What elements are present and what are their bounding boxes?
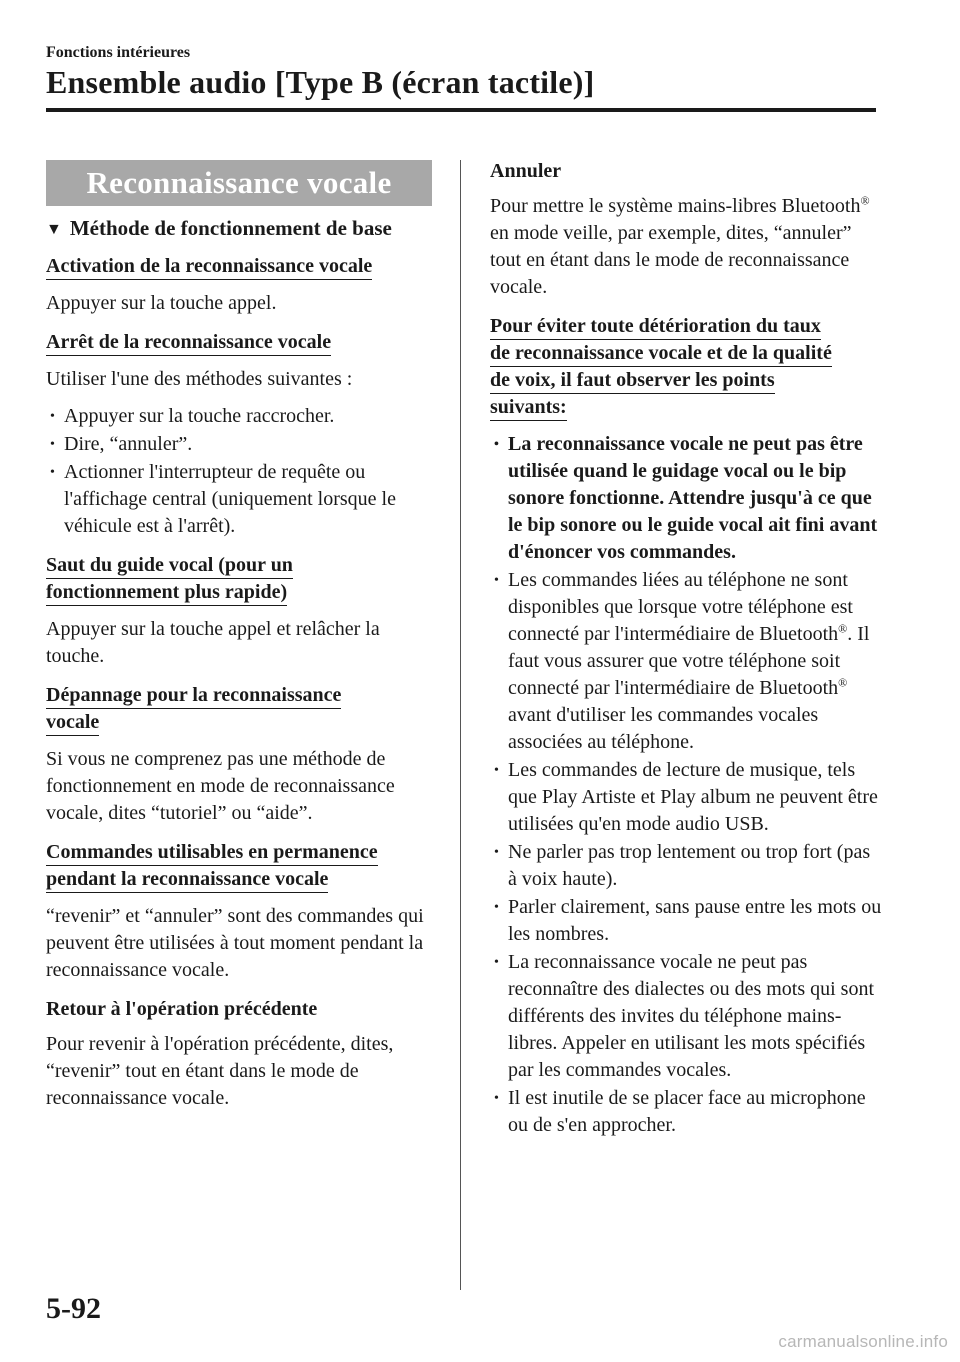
registered-mark: ® [838,621,848,636]
header-rule [46,108,876,112]
list-item [490,894,882,948]
sub-heading [46,216,432,241]
skip-heading-line: fonctionnement plus rapide) [46,579,287,606]
skip-text: Appuyer sur la touche appel et relâcher la touche. [46,618,380,667]
bullet-icon: • [494,900,499,915]
section-banner: Reconnaissance vocale [46,160,432,206]
cancel-text [490,193,882,301]
sub-heading-text: Méthode de fonctionnement de base [69,216,392,240]
bullet-icon: • [494,1091,499,1106]
list-item-text: Dire, “annuler”. [64,433,193,455]
bullet-icon: • [494,573,499,588]
registered-mark: ® [860,193,870,208]
triangle-down-icon: ▼ [46,221,62,238]
commands-heading-line: pendant la reconnaissance vocale [46,866,328,893]
list-item-text: La reconnaissance vocale ne peut pas être utilisée quand le guidage vocal ou le bip sonore fonctionne. Attendre jusqu'à ce que le bip sonore ou le guide vocal ait fini avant d'énoncer vos commandes. [508,433,878,563]
list-item [46,403,432,430]
left-column [46,160,432,1122]
avoid-heading-line: suivants: [490,394,567,421]
trouble-heading [46,682,432,736]
stop-text: Utiliser l'une des méthodes suivantes : [46,368,353,390]
stop-list [46,403,432,540]
list-item [46,459,432,540]
stop-heading-line: Arrêt de la reconnaissance vocale [46,329,331,356]
right-column [490,160,882,1149]
bullet-icon: • [494,955,499,970]
skip-heading [46,552,432,606]
stop-heading [46,329,432,356]
bullet-icon: • [50,409,55,424]
list-item-text: Il est inutile de se placer face au microphone ou de s'en approcher. [508,1087,866,1136]
list-item [490,431,882,566]
bullet-icon: • [50,465,55,480]
tips-list [490,431,882,1139]
commands-heading [46,839,432,893]
avoid-heading [490,313,882,421]
section-kicker: Fonctions intérieures [46,44,191,61]
list-item [490,1085,882,1139]
list-item [490,949,882,1084]
column-divider [460,160,461,1290]
list-item-text: Ne parler pas trop lentement ou trop fort (pas à voix haute). [508,841,871,890]
chapter-title: Ensemble audio [Type B (écran tactile)] [46,64,595,100]
trouble-heading-line: vocale [46,709,99,736]
skip-heading-line: Saut du guide vocal (pour un [46,552,293,579]
list-item-text: Les commandes de lecture de musique, tels que Play Artiste et Play album ne peuvent être utilisées qu'en mode audio USB. [508,759,878,835]
cancel-text-part: en mode veille, par exemple, dites, “annuler” tout en étant dans le mode de reconnaissance vocale. [490,222,852,298]
cancel-heading: Annuler [490,160,562,182]
trouble-text: Si vous ne comprenez pas une méthode de fonctionnement en mode de reconnaissance vocale, dites “tutoriel” ou “aide”. [46,748,395,824]
list-item-text: avant d'utiliser les commandes vocales associées au téléphone. [508,704,819,753]
bullet-icon: • [50,437,55,452]
bullet-icon: • [494,763,499,778]
list-item-text: . Il faut vous assurer que votre téléphone soit connecté par l'intermédiaire de Bluetooth [508,623,870,699]
list-item-text: Actionner l'interrupteur de requête ou l'affichage central (uniquement lorsque le véhicule est à l'arrêt). [64,461,396,537]
list-item-text: La reconnaissance vocale ne peut pas reconnaître des dialectes ou des mots qui sont différents des invites du téléphone mains-libres. Appeler en utilisant les mots spécifiés par les commandes vocales. [508,951,875,1081]
list-item [490,757,882,838]
trouble-heading-line: Dépannage pour la reconnaissance [46,682,341,709]
list-item [46,431,432,458]
activation-text: Appuyer sur la touche appel. [46,292,277,314]
commands-text: “revenir” et “annuler” sont des commandes qui peuvent être utilisées à tout moment pendant la reconnaissance vocale. [46,905,424,981]
registered-mark: ® [838,675,848,690]
activation-heading-line: Activation de la reconnaissance vocale [46,253,372,280]
list-item-text: Appuyer sur la touche raccrocher. [64,405,335,427]
bullet-icon: • [494,845,499,860]
commands-heading-line: Commandes utilisables en permanence [46,839,378,866]
watermark: carmanualsonline.info [778,1332,948,1351]
activation-heading [46,253,432,280]
bullet-icon: • [494,437,499,452]
list-item-text: Parler clairement, sans pause entre les mots ou les nombres. [508,896,882,945]
cancel-text-part: Pour mettre le système mains-libres Bluetooth [490,195,861,217]
list-item-text: Les commandes liées au téléphone ne sont disponibles que lorsque votre téléphone est connecté par l'intermédiaire de Bluetooth [508,569,853,645]
return-heading: Retour à l'opération précédente [46,998,318,1020]
list-item [490,839,882,893]
avoid-heading-line: de reconnaissance vocale et de la qualité [490,340,832,367]
return-text: Pour revenir à l'opération précédente, dites, “revenir” tout en étant dans le mode de reconnaissance vocale. [46,1033,394,1109]
page-number: 5-92 [46,1292,101,1325]
list-item [490,567,882,756]
avoid-heading-line: de voix, il faut observer les points [490,367,775,394]
avoid-heading-line: Pour éviter toute détérioration du taux [490,313,821,340]
